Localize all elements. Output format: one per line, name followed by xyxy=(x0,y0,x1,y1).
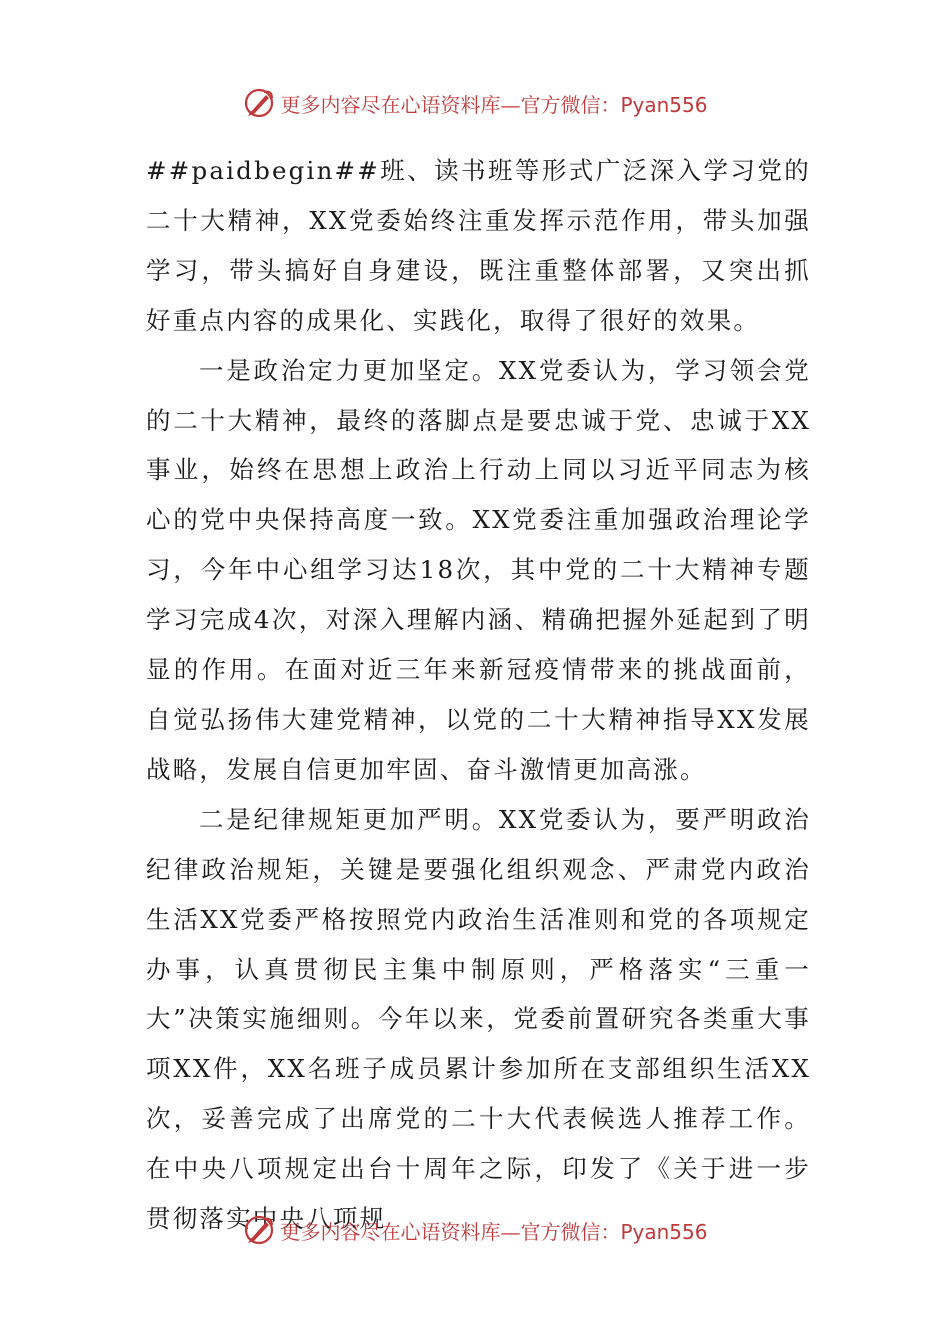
header-banner-sep: — xyxy=(500,92,521,117)
document-body xyxy=(146,146,811,1244)
footer-banner-main: 更多内容尽在心语资料库 xyxy=(280,1219,501,1244)
footer-watermark-banner xyxy=(0,1210,950,1250)
footer-banner-wechat: 官方微信：Pyan556 xyxy=(520,1219,708,1244)
paragraph-2: 一是政治定力更加坚定。XX党委认为，学习领会党的二十大精神，最终的落脚点是要忠诚于党、忠诚于XX事业，始终在思想上政治上行动上同以习近平同志为核心的党中央保持高度一致。XX党委注重加强政治理论学习，今年中心组学习达18次，其中党的二十大精神专题学习完成4次，对深入理解内涵、精确把握外延起到了明显的作用。在面对近三年来新冠疫情带来的挑战面前，自觉弘扬伟大建党精神，以党的二十大精神指导XX发展战略，发展自信更加牢固、奋斗激情更加高涨。 xyxy=(146,355,811,784)
pen-circle-logo-icon xyxy=(242,86,276,120)
header-banner-main: 更多内容尽在心语资料库 xyxy=(280,92,501,117)
pen-circle-logo-icon xyxy=(242,1213,276,1247)
footer-banner-sep: — xyxy=(500,1219,521,1244)
paragraph-3: 二是纪律规矩更加严明。XX党委认为，要严明政治纪律政治规矩，关键是要强化组织观念、严肃党内政治生活XX党委严格按照党内政治生活准则和党的各项规定办事，认真贯彻民主集中制原则，严格落实“三重一大”决策实施细则。今年以来，党委前置研究各类重大事项XX件，XX名班子成员累计参加所在支部组织生活XX次，妥善完成了出席党的二十大代表候选人推荐工作。在中央八项规定出台十周年之际，印发了《关于进一步贯彻落实中央八项规 xyxy=(146,804,811,1234)
header-banner-text xyxy=(280,89,707,118)
paragraph-1: ##paidbegin##班、读书班等形式广泛深入学习党的二十大精神，XX党委始终注重发挥示范作用，带头加强学习，带头搞好自身建设，既注重整体部署，又突出抓好重点内容的成果化、实践化，取得了很好的效果。 xyxy=(146,156,811,335)
header-watermark-banner xyxy=(0,83,950,123)
footer-banner-text xyxy=(280,1216,707,1245)
header-banner-wechat: 官方微信：Pyan556 xyxy=(520,92,708,117)
